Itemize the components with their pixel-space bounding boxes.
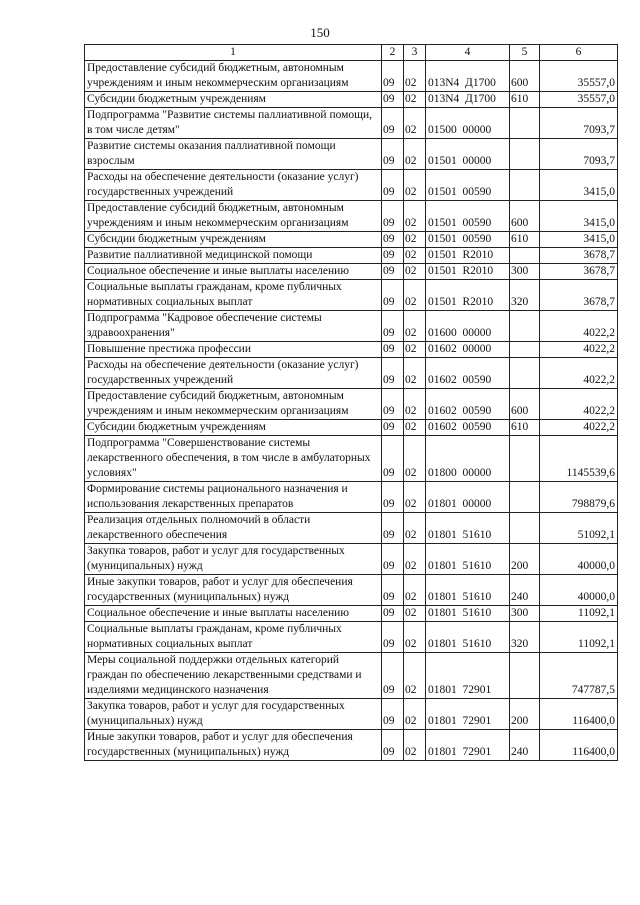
row-expense-type [510, 342, 540, 358]
row-amount: 7093,7 [540, 108, 618, 139]
row-target-article: 01800 00000 [426, 436, 510, 482]
row-name: Закупка товаров, работ и услуг для государственных (муниципальных) нужд [85, 699, 382, 730]
row-amount: 4022,2 [540, 342, 618, 358]
row-amount: 4022,2 [540, 389, 618, 420]
row-section: 09 [382, 575, 404, 606]
row-section: 09 [382, 92, 404, 108]
row-section: 09 [382, 730, 404, 761]
row-subsection: 02 [404, 311, 426, 342]
row-subsection: 02 [404, 280, 426, 311]
row-target-article: 01500 00000 [426, 108, 510, 139]
header-col-6: 6 [540, 45, 618, 61]
row-section: 09 [382, 139, 404, 170]
row-amount: 3415,0 [540, 170, 618, 201]
table-row [85, 311, 618, 342]
table-row [85, 342, 618, 358]
row-subsection: 02 [404, 653, 426, 699]
row-subsection: 02 [404, 622, 426, 653]
header-col-3: 3 [404, 45, 426, 61]
row-name: Социальные выплаты гражданам, кроме публичных нормативных социальных выплат [85, 622, 382, 653]
row-amount: 116400,0 [540, 699, 618, 730]
table-row [85, 436, 618, 482]
row-section: 09 [382, 201, 404, 232]
row-expense-type: 600 [510, 61, 540, 92]
table-row [85, 139, 618, 170]
row-name: Иные закупки товаров, работ и услуг для обеспечения государственных (муниципальных) нужд [85, 575, 382, 606]
table-row [85, 575, 618, 606]
row-subsection: 02 [404, 575, 426, 606]
row-amount: 3678,7 [540, 280, 618, 311]
header-col-1: 1 [85, 45, 382, 61]
row-name: Предоставление субсидий бюджетным, автономным учреждениям и иным некоммерческим организациям [85, 61, 382, 92]
row-expense-type: 610 [510, 232, 540, 248]
row-amount: 40000,0 [540, 575, 618, 606]
row-target-article: 01801 72901 [426, 730, 510, 761]
row-amount: 4022,2 [540, 311, 618, 342]
row-expense-type: 240 [510, 730, 540, 761]
row-expense-type [510, 653, 540, 699]
row-target-article: 01602 00000 [426, 342, 510, 358]
table-row [85, 653, 618, 699]
row-subsection: 02 [404, 606, 426, 622]
row-amount: 3678,7 [540, 248, 618, 264]
row-section: 09 [382, 622, 404, 653]
header-col-5: 5 [510, 45, 540, 61]
row-target-article: 01801 00000 [426, 482, 510, 513]
row-target-article: 01602 00590 [426, 358, 510, 389]
row-subsection: 02 [404, 342, 426, 358]
row-amount: 35557,0 [540, 92, 618, 108]
row-amount: 747787,5 [540, 653, 618, 699]
row-section: 09 [382, 248, 404, 264]
row-section: 09 [382, 232, 404, 248]
row-subsection: 02 [404, 232, 426, 248]
row-name: Подпрограмма "Кадровое обеспечение системы здравоохранения" [85, 311, 382, 342]
table-row [85, 544, 618, 575]
row-name: Меры социальной поддержки отдельных категорий граждан по обеспечению лекарственными средствами и изделиями медицинского назначения [85, 653, 382, 699]
row-section: 09 [382, 311, 404, 342]
row-section: 09 [382, 108, 404, 139]
table-row [85, 248, 618, 264]
row-subsection: 02 [404, 513, 426, 544]
row-target-article: 01801 51610 [426, 622, 510, 653]
row-target-article: 01602 00590 [426, 389, 510, 420]
row-name: Предоставление субсидий бюджетным, автономным учреждениям и иным некоммерческим организациям [85, 201, 382, 232]
row-amount: 1145539,6 [540, 436, 618, 482]
row-target-article: 01801 72901 [426, 653, 510, 699]
row-section: 09 [382, 513, 404, 544]
row-name: Субсидии бюджетным учреждениям [85, 420, 382, 436]
row-subsection: 02 [404, 436, 426, 482]
row-expense-type: 200 [510, 544, 540, 575]
row-expense-type: 200 [510, 699, 540, 730]
row-section: 09 [382, 61, 404, 92]
row-target-article: 01501 00000 [426, 139, 510, 170]
row-expense-type [510, 248, 540, 264]
budget-table [84, 44, 618, 761]
row-expense-type: 320 [510, 280, 540, 311]
table-row [85, 201, 618, 232]
row-subsection: 02 [404, 170, 426, 201]
row-subsection: 02 [404, 201, 426, 232]
row-amount: 798879,6 [540, 482, 618, 513]
row-section: 09 [382, 606, 404, 622]
row-amount: 116400,0 [540, 730, 618, 761]
row-subsection: 02 [404, 482, 426, 513]
row-amount: 4022,2 [540, 420, 618, 436]
row-amount: 3678,7 [540, 264, 618, 280]
row-target-article: 01501 00590 [426, 232, 510, 248]
header-row [85, 45, 618, 61]
page-number: 150 [310, 25, 330, 40]
row-target-article: 01602 00590 [426, 420, 510, 436]
row-name: Повышение престижа профессии [85, 342, 382, 358]
row-amount: 35557,0 [540, 61, 618, 92]
row-subsection: 02 [404, 699, 426, 730]
table-row [85, 482, 618, 513]
row-expense-type: 300 [510, 264, 540, 280]
row-section: 09 [382, 280, 404, 311]
row-expense-type [510, 358, 540, 389]
table-row [85, 389, 618, 420]
row-section: 09 [382, 342, 404, 358]
row-target-article: 01801 51610 [426, 606, 510, 622]
row-expense-type: 600 [510, 201, 540, 232]
row-target-article: 01801 51610 [426, 544, 510, 575]
row-name: Субсидии бюджетным учреждениям [85, 92, 382, 108]
row-expense-type [510, 108, 540, 139]
row-amount: 51092,1 [540, 513, 618, 544]
row-expense-type [510, 170, 540, 201]
row-subsection: 02 [404, 358, 426, 389]
row-subsection: 02 [404, 139, 426, 170]
row-subsection: 02 [404, 264, 426, 280]
row-name: Закупка товаров, работ и услуг для государственных (муниципальных) нужд [85, 544, 382, 575]
table-row [85, 622, 618, 653]
row-section: 09 [382, 544, 404, 575]
row-expense-type: 320 [510, 622, 540, 653]
row-expense-type [510, 482, 540, 513]
row-name: Социальное обеспечение и иные выплаты населению [85, 264, 382, 280]
row-target-article: 01600 00000 [426, 311, 510, 342]
row-target-article: 01501 00590 [426, 201, 510, 232]
row-section: 09 [382, 653, 404, 699]
row-subsection: 02 [404, 248, 426, 264]
row-target-article: 013N4 Д1700 [426, 61, 510, 92]
row-amount: 7093,7 [540, 139, 618, 170]
row-name: Расходы на обеспечение деятельности (оказание услуг) государственных учреждений [85, 170, 382, 201]
row-name: Предоставление субсидий бюджетным, автономным учреждениям и иным некоммерческим организациям [85, 389, 382, 420]
row-section: 09 [382, 699, 404, 730]
row-amount: 11092,1 [540, 622, 618, 653]
row-target-article: 01501 00590 [426, 170, 510, 201]
table-row [85, 232, 618, 248]
table-row [85, 264, 618, 280]
row-subsection: 02 [404, 544, 426, 575]
row-name: Расходы на обеспечение деятельности (оказание услуг) государственных учреждений [85, 358, 382, 389]
table-row [85, 61, 618, 92]
table-row [85, 108, 618, 139]
table-row [85, 170, 618, 201]
row-target-article: 01501 R2010 [426, 264, 510, 280]
table-row [85, 92, 618, 108]
table-row [85, 606, 618, 622]
row-subsection: 02 [404, 108, 426, 139]
row-section: 09 [382, 170, 404, 201]
table-row [85, 730, 618, 761]
table-row [85, 420, 618, 436]
row-target-article: 01801 72901 [426, 699, 510, 730]
row-expense-type [510, 139, 540, 170]
row-expense-type [510, 311, 540, 342]
row-amount: 40000,0 [540, 544, 618, 575]
row-target-article: 01501 R2010 [426, 280, 510, 311]
row-amount: 4022,2 [540, 358, 618, 389]
row-subsection: 02 [404, 420, 426, 436]
row-amount: 11092,1 [540, 606, 618, 622]
header-col-4: 4 [426, 45, 510, 61]
row-expense-type: 600 [510, 389, 540, 420]
table-row [85, 513, 618, 544]
row-expense-type: 240 [510, 575, 540, 606]
row-name: Социальное обеспечение и иные выплаты населению [85, 606, 382, 622]
row-section: 09 [382, 436, 404, 482]
row-name: Реализация отдельных полномочий в области лекарственного обеспечения [85, 513, 382, 544]
header-col-2: 2 [382, 45, 404, 61]
row-name: Развитие паллиативной медицинской помощи [85, 248, 382, 264]
row-target-article: 01501 R2010 [426, 248, 510, 264]
table-row [85, 358, 618, 389]
row-subsection: 02 [404, 92, 426, 108]
row-target-article: 013N4 Д1700 [426, 92, 510, 108]
row-expense-type: 610 [510, 420, 540, 436]
row-subsection: 02 [404, 61, 426, 92]
row-name: Социальные выплаты гражданам, кроме публичных нормативных социальных выплат [85, 280, 382, 311]
row-name: Подпрограмма "Совершенствование системы лекарственного обеспечения, в том числе в амбулаторных условиях" [85, 436, 382, 482]
row-amount: 3415,0 [540, 201, 618, 232]
row-name: Иные закупки товаров, работ и услуг для обеспечения государственных (муниципальных) нужд [85, 730, 382, 761]
row-expense-type: 300 [510, 606, 540, 622]
row-expense-type [510, 436, 540, 482]
row-section: 09 [382, 358, 404, 389]
row-name: Подпрограмма "Развитие системы паллиативной помощи, в том числе детям" [85, 108, 382, 139]
row-target-article: 01801 51610 [426, 575, 510, 606]
row-section: 09 [382, 482, 404, 513]
row-section: 09 [382, 264, 404, 280]
row-section: 09 [382, 420, 404, 436]
table-row [85, 280, 618, 311]
row-target-article: 01801 51610 [426, 513, 510, 544]
row-name: Развитие системы оказания паллиативной помощи взрослым [85, 139, 382, 170]
row-subsection: 02 [404, 389, 426, 420]
table-row [85, 699, 618, 730]
row-expense-type [510, 513, 540, 544]
row-subsection: 02 [404, 730, 426, 761]
row-name: Формирование системы рационального назначения и использования лекарственных препаратов [85, 482, 382, 513]
row-section: 09 [382, 389, 404, 420]
row-expense-type: 610 [510, 92, 540, 108]
row-amount: 3415,0 [540, 232, 618, 248]
row-name: Субсидии бюджетным учреждениям [85, 232, 382, 248]
